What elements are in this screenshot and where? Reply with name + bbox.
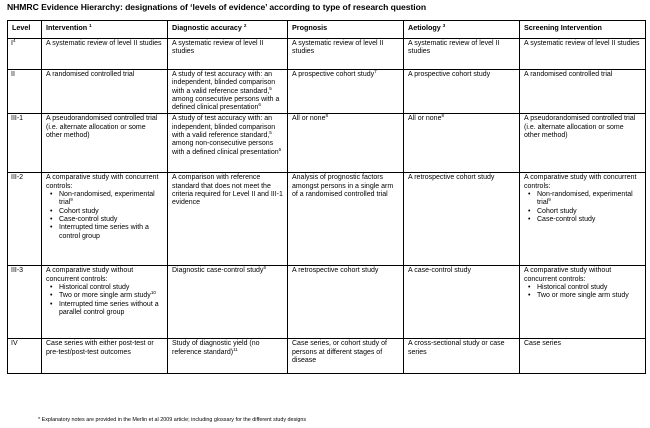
diagnostic-cell: Study of diagnostic yield (no reference standard)$^{11}$ <box>168 339 288 374</box>
aetiology-cell: A systematic review of level II studies <box>404 39 520 70</box>
intervention-cell: A systematic review of level II studies <box>42 39 168 70</box>
table-row <box>8 39 646 70</box>
list-item: • Historical control study <box>59 284 163 292</box>
aetiology-cell: A retrospective cohort study <box>404 173 520 266</box>
cell-intro: A comparative study without concurrent controls: <box>46 267 134 283</box>
diagnostic-cell: Diagnostic case-control study$^6$ <box>168 266 288 339</box>
intervention-cell: Case series with either post-test or pre-test/post-test outcomes <box>42 339 168 374</box>
list-item: • Two or more single arm study$^{10}$ <box>59 292 163 300</box>
screening-cell <box>520 266 646 339</box>
bullet-list <box>46 284 163 317</box>
cell-intro: A comparative study with concurrent controls: <box>46 174 159 190</box>
bullet-list <box>46 191 163 241</box>
screening-cell: A randomised controlled trial <box>520 70 646 114</box>
level-cell: III-3 <box>8 266 42 339</box>
aetiology-cell: A prospective cohort study <box>404 70 520 114</box>
header-intervention: Intervention $^1$ <box>42 21 168 39</box>
screening-cell: A pseudorandomised controlled trial (i.e. alternate allocation or some other method) <box>520 114 646 173</box>
diagnostic-cell: A comparison with reference standard that does not meet the criteria required for Level II and III-1 evidence <box>168 173 288 266</box>
level-cell: II <box>8 70 42 114</box>
screening-cell: Case series <box>520 339 646 374</box>
list-item: • Non-randomised, experimental trial$^9$ <box>59 191 163 208</box>
list-item: • Cohort study <box>537 208 641 216</box>
list-item: • Non-randomised, experimental trial$^9$ <box>537 191 641 208</box>
table-row <box>8 266 646 339</box>
screening-cell <box>520 173 646 266</box>
prognosis-cell: A prospective cohort study$^7$ <box>288 70 404 114</box>
header-diagnostic-accuracy: Diagnostic accuracy $^2$ <box>168 21 288 39</box>
header-aetiology: Aetiology $^3$ <box>404 21 520 39</box>
level-cell: IV <box>8 339 42 374</box>
list-item: • Cohort study <box>59 208 163 216</box>
cell-intro: A comparative study without concurrent controls: <box>524 267 612 283</box>
diagnostic-cell: A systematic review of level II studies <box>168 39 288 70</box>
intervention-cell <box>42 266 168 339</box>
list-item: • Two or more single arm study <box>537 292 641 300</box>
list-item: • Interrupted time series without a parallel control group <box>59 301 163 318</box>
cell-intro: A comparative study with concurrent controls: <box>524 174 637 190</box>
aetiology-cell: All or none$^8$ <box>404 114 520 173</box>
list-item: • Historical control study <box>537 284 641 292</box>
aetiology-cell: A cross-sectional study or case series <box>404 339 520 374</box>
intervention-cell: A pseudorandomised controlled trial (i.e. alternate allocation or some other method) <box>42 114 168 173</box>
header-prognosis: Prognosis <box>288 21 404 39</box>
evidence-hierarchy-table <box>7 20 646 374</box>
table-row <box>8 339 646 374</box>
prognosis-cell: Case series, or cohort study of persons at different stages of disease <box>288 339 404 374</box>
intervention-cell: A randomised controlled trial <box>42 70 168 114</box>
prognosis-cell: A systematic review of level II studies <box>288 39 404 70</box>
bullet-list <box>524 191 641 224</box>
header-level: Level <box>8 21 42 39</box>
list-item: • Case-control study <box>537 216 641 224</box>
table-row <box>8 173 646 266</box>
header-row <box>8 21 646 39</box>
table-row <box>8 114 646 173</box>
level-cell: III-1 <box>8 114 42 173</box>
list-item: • Case-control study <box>59 216 163 224</box>
bullet-list <box>524 284 641 301</box>
diagnostic-cell: A study of test accuracy with: an independent, blinded comparison with a valid reference standard,$^5$ among non-consecutive persons with a defined clinical presentation$^6$ <box>168 114 288 173</box>
prognosis-cell: A retrospective cohort study <box>288 266 404 339</box>
footnote: * Explanatory notes are provided in the Merlin et al 2009 article; including glossary for the different study designs <box>38 417 307 423</box>
document-title: NHMRC Evidence Hierarchy: designations of ‘levels of evidence’ according to type of research question <box>7 2 427 12</box>
level-cell: III-2 <box>8 173 42 266</box>
level-cell: $I^4$ <box>8 39 42 70</box>
prognosis-cell: All or none$^8$ <box>288 114 404 173</box>
screening-cell: A systematic review of level II studies <box>520 39 646 70</box>
diagnostic-cell: A study of test accuracy with: an independent, blinded comparison with a valid reference standard,$^5$ among consecutive persons with a defined clinical presentation$^6$ <box>168 70 288 114</box>
list-item: • Interrupted time series with a control group <box>59 224 163 241</box>
table-row <box>8 70 646 114</box>
header-screening: Screening Intervention <box>520 21 646 39</box>
prognosis-cell: Analysis of prognostic factors amongst persons in a single arm of a randomised controlled trial <box>288 173 404 266</box>
intervention-cell <box>42 173 168 266</box>
aetiology-cell: A case-control study <box>404 266 520 339</box>
